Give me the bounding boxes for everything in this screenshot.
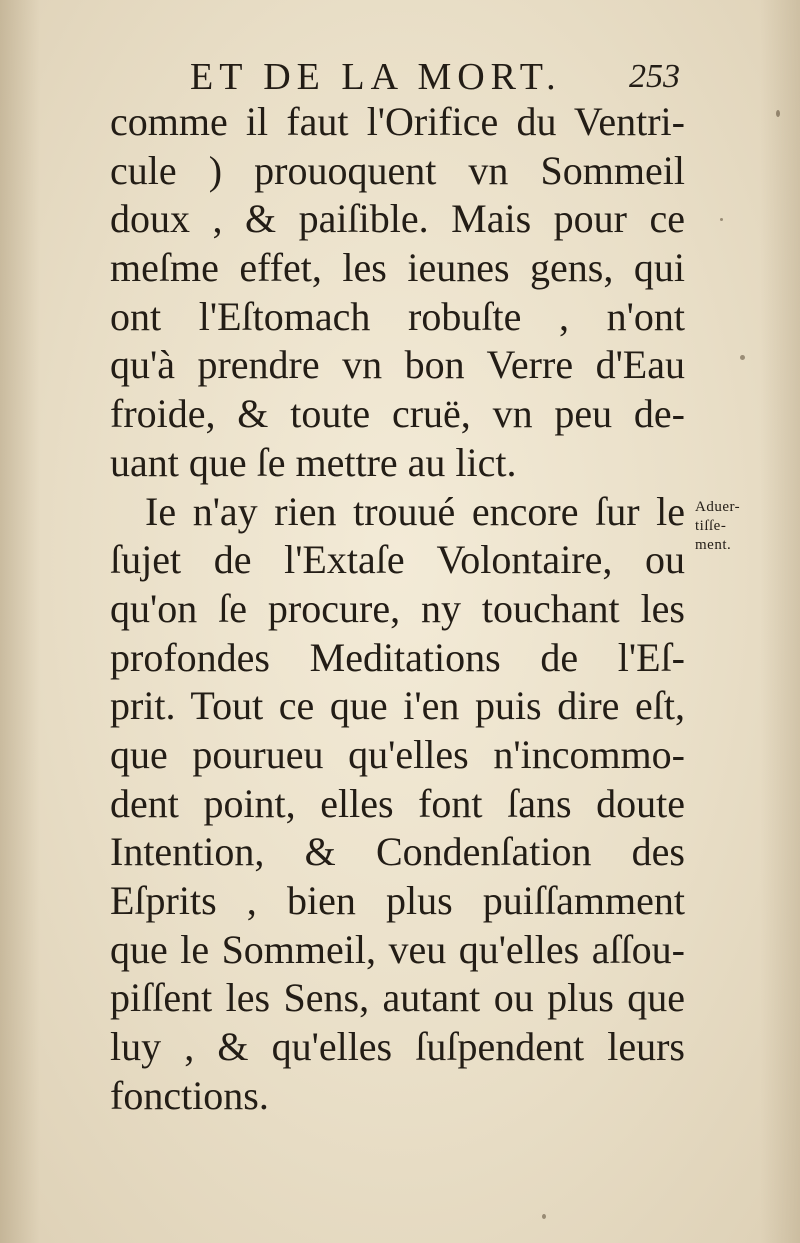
text-line: que pourueu qu'elles n'incommo-	[110, 731, 685, 777]
margin-note-line: ment.	[695, 537, 732, 553]
text-line: uant que ſe mettre au lict.	[110, 439, 517, 485]
margin-note-line: Aduer-	[695, 499, 741, 515]
text-line: piſſent les Sens, autant ou plus que	[110, 975, 685, 1021]
paper-speck	[740, 355, 745, 360]
text-line: ont l'Eſtomach robuſte , n'ont	[110, 293, 685, 339]
paper-speck	[776, 110, 780, 117]
text-line: meſme effet, les ieunes gens, qui	[110, 245, 685, 291]
running-head: ET DE LA MORT.	[190, 56, 562, 98]
paragraph-start-line: Ie n'ay rien trouué encore ſur le	[145, 488, 685, 534]
text-line: doux , & paiſible. Mais pour ce	[110, 196, 685, 242]
text-line: profondes Meditations de l'Eſ-	[110, 634, 685, 680]
body-text	[110, 98, 685, 1120]
text-line: qu'on ſe procure, ny touchant les	[110, 585, 685, 631]
page-edge-shadow	[760, 0, 800, 1243]
text-line: cule ) prouoquent vn Sommeil	[110, 147, 685, 193]
paper-speck	[542, 1214, 546, 1219]
text-line: fonctions.	[110, 1072, 269, 1118]
text-line: Eſprits , bien plus puiſſamment	[110, 878, 685, 923]
text-line: comme il faut l'Orifice du Ventri-	[110, 99, 685, 144]
text-line: ſujet de l'Extaſe Volontaire, ou	[110, 537, 685, 583]
margin-note-line: tiſſe-	[695, 518, 727, 534]
margin-note	[695, 498, 765, 555]
page-gutter-shadow	[0, 0, 40, 1243]
page-header	[190, 52, 680, 102]
text-line: dent point, elles font ſans doute	[110, 780, 685, 826]
page-number: 253	[629, 58, 680, 95]
text-line: luy , & qu'elles ſuſpendent leurs	[110, 1024, 685, 1070]
text-line: froide, & toute cruë, vn peu de-	[110, 391, 685, 437]
text-line: prit. Tout ce que i'en puis dire eſt,	[110, 683, 685, 729]
text-line: que le Sommeil, veu qu'elles aſſou-	[110, 926, 685, 972]
text-line: Intention, & Condenſation des	[110, 829, 685, 875]
text-line: qu'à prendre vn bon Verre d'Eau	[110, 342, 685, 388]
paper-speck	[720, 218, 723, 221]
